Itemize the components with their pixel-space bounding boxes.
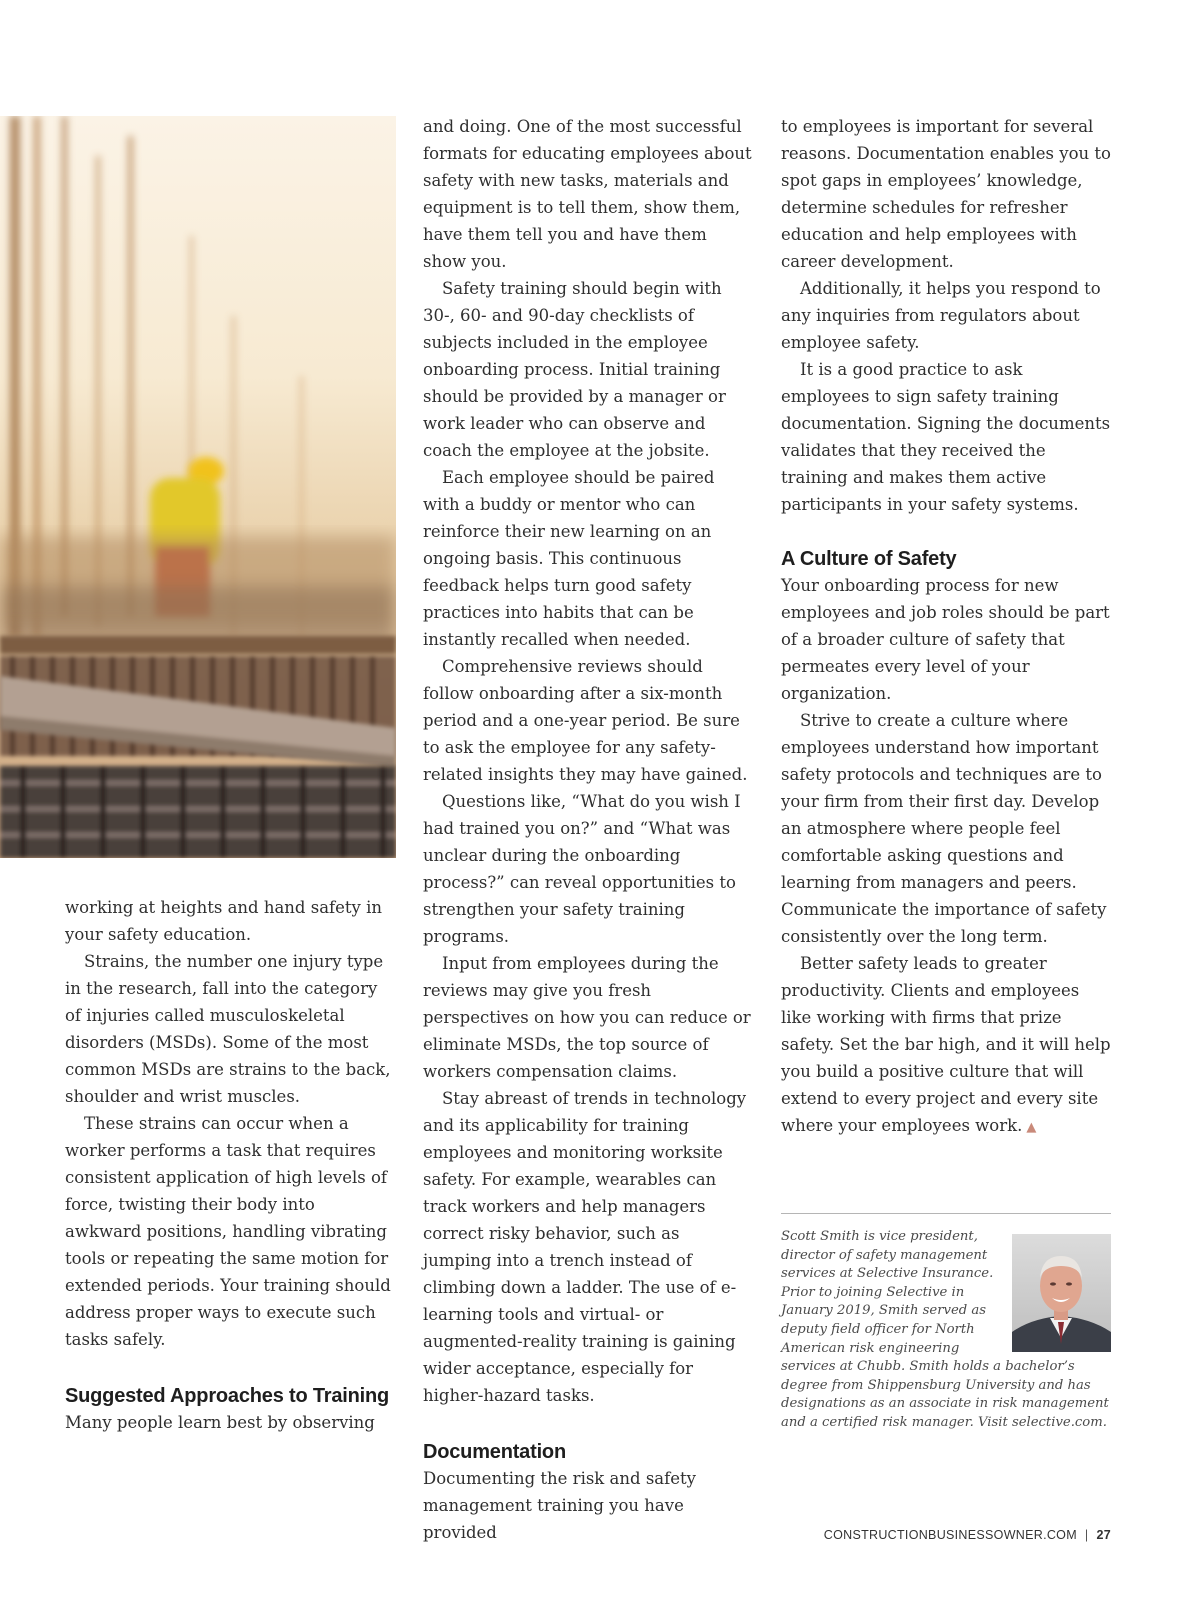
article-column-3 <box>781 113 1111 1141</box>
page-number: 27 <box>1096 1528 1111 1542</box>
author-portrait <box>1012 1234 1111 1352</box>
author-bio <box>781 1228 1111 1433</box>
bio-text: Scott Smith is vice president, director of safety management services at Selective Insurance. Prior to joining Selective in January 2019, Smith served as deputy field officer for North American risk engineering services at Chubb. Smith holds a bachelor’s degree from Shippensburg University and has designations as an associate in risk management and a certified risk manager. Visit selective.com. <box>781 1229 1109 1430</box>
paragraph: to employees is important for several reasons. Documentation enables you to spot gaps in employees’ knowledge, determine schedules for refresher education and help employees with career development. <box>781 117 1111 271</box>
paragraph: Strains, the number one injury type in the research, fall into the category of injuries called musculoskeletal disorders (MSDs). Some of the most common MSDs are strains to the back, shoulder and wrist muscles. <box>65 952 391 1106</box>
page-footer <box>824 1528 1111 1542</box>
paragraph: Each employee should be paired with a buddy or mentor who can reinforce their new learning on an ongoing basis. This continuous feedback helps turn good safety practices into habits that can be instantly recalled when needed. <box>423 468 715 649</box>
paragraph: Your onboarding process for new employees and job roles should be part of a broader culture of safety that permeates every level of your organization. <box>781 576 1110 703</box>
paragraph: It is a good practice to ask employees to sign safety training documentation. Signing the documents validates that they received the training and makes them active participants in your safety systems. <box>781 360 1111 514</box>
paragraph: Documenting the risk and safety management training you have provided <box>423 1469 696 1542</box>
paragraph: Input from employees during the reviews may give you fresh perspectives on how you can reduce or eliminate MSDs, the top source of workers compensation claims. <box>423 954 751 1081</box>
end-of-article-icon: ▲ <box>1026 1120 1037 1135</box>
paragraph: These strains can occur when a worker performs a task that requires consistent application of high levels of force, twisting their body into awkward positions, handling vibrating tools or repeating the same motion for extended periods. Your training should address proper ways to execute such tasks safely. <box>65 1114 391 1349</box>
section-heading-documentation: Documentation <box>423 1441 566 1463</box>
article-column-1 <box>65 894 395 1436</box>
bio-divider <box>781 1213 1111 1214</box>
paragraph: Questions like, “What do you wish I had trained you on?” and “What was unclear during the onboarding process?” can reveal opportunities to strengthen your safety training programs. <box>423 792 741 946</box>
section-heading-approaches: Suggested Approaches to Training <box>65 1385 390 1407</box>
paragraph: Safety training should begin with 30-, 60- and 90-day checklists of subjects included in the employee onboarding process. Initial training should be provided by a manager or work leader who can observe and coach the employee at the jobsite. <box>423 279 726 460</box>
article-column-2 <box>423 113 753 1546</box>
paragraph: Stay abreast of trends in technology and its applicability for training employees and monitoring worksite safety. For example, wearables can track workers and help managers correct risky behavior, such as jumping into a trench instead of climbing down a ladder. The use of e-learning tools and virtual- or augmented-reality training is gaining wider acceptance, especially for higher-hazard tasks. <box>423 1089 747 1405</box>
site-url: CONSTRUCTIONBUSINESSOWNER.COM <box>823 1528 1077 1542</box>
construction-worker-photo <box>0 116 396 858</box>
paragraph: Strive to create a culture where employees understand how important safety protocols and techniques are to your firm from their first day. Develop an atmosphere where people feel comfortable asking questions and learning from managers and peers. Communicate the importance of safety consistently over the long term. <box>781 711 1107 946</box>
footer-separator: | <box>1084 1528 1089 1542</box>
paragraph: Comprehensive reviews should follow onboarding after a six-month period and a one-year period. Be sure to ask the employee for any safety-related insights they may have gained. <box>423 657 748 784</box>
paragraph: Many people learn best by observing <box>65 1413 375 1432</box>
section-heading-culture: A Culture of Safety <box>781 548 957 570</box>
paragraph: and doing. One of the most successful formats for educating employees about safety with new tasks, materials and equipment is to tell them, show them, have them tell you and have them show you. <box>423 117 752 271</box>
paragraph <box>781 950 1111 1141</box>
paragraph-text: Better safety leads to greater productivity. Clients and employees like working with firms that prize safety. Set the bar high, and it will help you build a positive culture that will extend to every project and every site where your employees work. <box>781 954 1111 1135</box>
paragraph: Additionally, it helps you respond to any inquiries from regulators about employee safety. <box>781 279 1101 352</box>
paragraph: working at heights and hand safety in your safety education. <box>65 898 383 944</box>
